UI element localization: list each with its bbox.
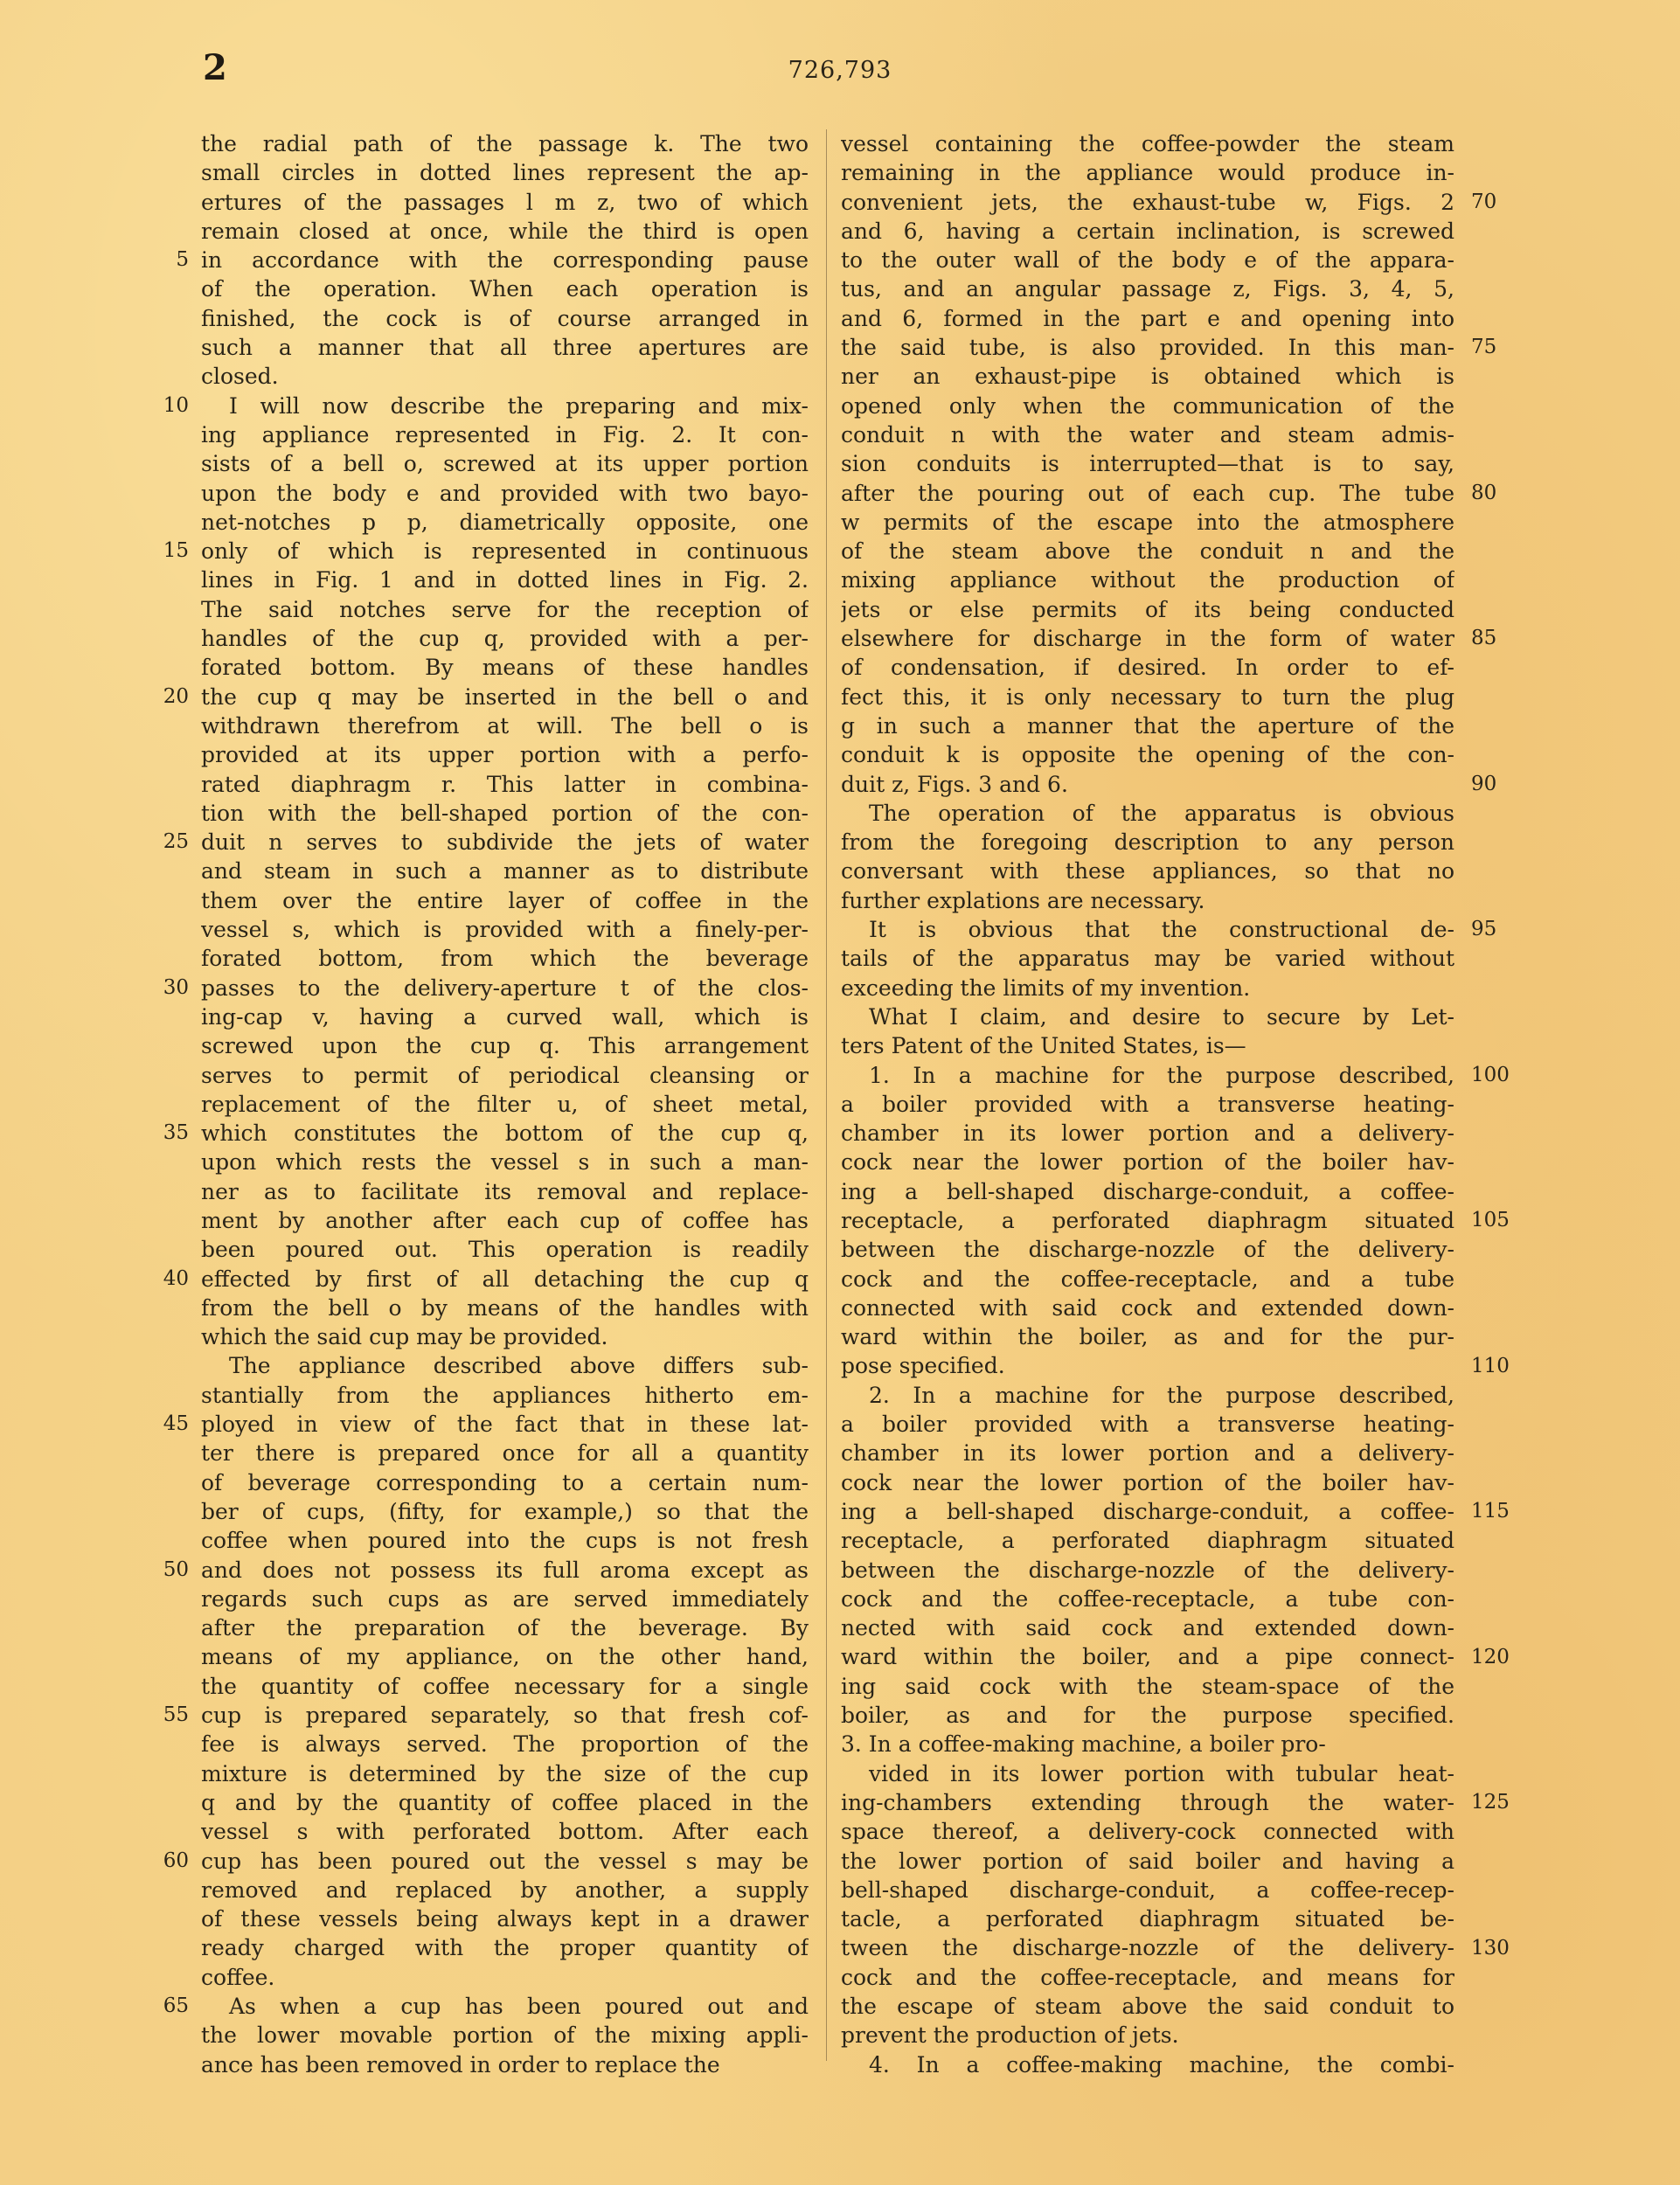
text-line: convenient jets, the exhaust-tube w, Figs. 2 [841,189,1454,215]
text-line: the lower portion of said boiler and having a [841,1848,1454,1874]
text-line: elsewhere for discharge in the form of water [841,626,1454,652]
text-line: ing-chambers extending through the water- [841,1789,1454,1815]
text-line: jets or else permits of its being conducted [841,596,1454,622]
text-line: stantially from the appliances hitherto em- [201,1382,809,1408]
text-line: tails of the apparatus may be varied without [841,946,1454,972]
text-line: ter there is prepared once for all a quantity [201,1440,809,1467]
text-line: and steam in such a manner as to distribute [201,858,809,884]
text-line: passes to the delivery-aperture t of the clos- [201,975,809,1001]
text-line: 4. In a coffee-making machine, the combi- [869,2051,1454,2077]
column-divider [826,129,827,2061]
text-line: ner as to facilitate its removal and replace- [201,1178,809,1204]
text-line: ployed in view of the fact that in these lat- [201,1412,809,1438]
text-line: of condensation, if desired. In order to ef- [841,655,1454,681]
text-line: from the foregoing description to any person [841,829,1454,856]
text-line: of these vessels being always kept in a drawer [201,1906,809,1932]
text-line: What I claim, and desire to secure by Let- [869,1003,1454,1030]
text-line: tween the discharge-nozzle of the delivery- [841,1935,1454,1961]
text-line: the quantity of coffee necessary for a single [201,1673,809,1699]
text-line: cock and the coffee-receptacle, and means for [841,1964,1454,1990]
text-line: tacle, a perforated diaphragm situated be- [841,1906,1454,1932]
text-line: cock near the lower portion of the boiler hav- [841,1469,1454,1495]
text-line: prevent the production of jets. [841,2022,1179,2049]
text-line: receptacle, a perforated diaphragm situated [841,1528,1454,1554]
text-line: which the said cup may be provided. [201,1324,608,1350]
text-line: such a manner that all three apertures are [201,335,809,361]
line-number: 75 [1471,336,1497,359]
text-line: connected with said cock and extended down- [841,1294,1454,1321]
text-line: q and by the quantity of coffee placed in the [201,1789,809,1815]
text-line: ing-cap v, having a curved wall, which is [201,1003,809,1030]
text-line: ward within the boiler, as and for the pur- [841,1324,1454,1350]
line-number: 95 [1471,918,1497,941]
text-line: 3. In a coffee-making machine, a boiler pro- [841,1731,1326,1758]
line-number: 30 [163,975,189,999]
text-line: the cup q may be inserted in the bell o and [201,683,809,710]
text-line: to the outer wall of the body e of the appara- [841,247,1454,274]
text-line: ertures of the passages l m z, two of which [201,189,809,215]
text-line: upon the body e and provided with two bayo- [201,480,809,506]
text-line: handles of the cup q, provided with a per- [201,626,809,652]
text-line: vessel s, which is provided with a finely-per- [201,917,809,943]
text-line: nected with said cock and extended down- [841,1615,1454,1641]
page-number: 2 [203,47,227,88]
text-line: net-notches p p, diametrically opposite, one [201,509,809,535]
patent-number: 726,793 [788,57,892,84]
text-line: a boiler provided with a transverse heating- [841,1412,1454,1438]
text-line: tus, and an angular passage z, Figs. 3, 4, 5, [841,276,1454,302]
text-line: receptacle, a perforated diaphragm situated [841,1207,1454,1233]
text-line: conduit k is opposite the opening of the con- [841,742,1454,768]
text-line: The appliance described above differs sub- [229,1353,809,1379]
text-line: withdrawn therefrom at will. The bell o is [201,712,809,739]
text-line: ment by another after each cup of coffee has [201,1207,809,1233]
text-line: The operation of the apparatus is obvious [869,800,1454,826]
line-number: 35 [163,1121,189,1145]
text-line: between the discharge-nozzle of the delivery- [841,1237,1454,1263]
text-line: of beverage corresponding to a certain num- [201,1469,809,1495]
line-number: 25 [163,830,189,854]
line-number: 15 [163,539,189,563]
text-line: pose specified. [841,1353,1005,1379]
text-line: them over the entire layer of coffee in the [201,887,809,913]
line-number: 50 [163,1557,189,1581]
text-line: conduit n with the water and steam admis- [841,421,1454,447]
line-number: 65 [163,1994,189,2018]
text-line: the said tube, is also provided. In this man- [841,335,1454,361]
text-line: I will now describe the preparing and mix- [229,392,809,419]
text-line: ing a bell-shaped discharge-conduit, a coffee- [841,1498,1454,1524]
text-line: mixture is determined by the size of the cup [201,1760,809,1786]
line-number: 45 [163,1412,189,1436]
line-number: 90 [1471,772,1497,795]
text-line: cock and the coffee-receptacle, a tube con- [841,1585,1454,1612]
text-line: small circles in dotted lines represent the ap- [201,160,809,186]
text-line: mixing appliance without the production of [841,567,1454,593]
text-line: duit n serves to subdivide the jets of water [201,829,809,856]
text-line: ing a bell-shaped discharge-conduit, a coffee- [841,1178,1454,1204]
text-line: boiler, as and for the purpose specified. [841,1703,1454,1729]
line-number: 105 [1471,1209,1510,1232]
text-line: of the operation. When each operation is [201,276,809,302]
text-line: provided at its upper portion with a perfo- [201,742,809,768]
text-line: ing appliance represented in Fig. 2. It con- [201,421,809,447]
text-line: As when a cup has been poured out and [229,1994,809,2019]
line-number: 100 [1471,1063,1510,1086]
text-line: of the steam above the conduit n and the [841,538,1454,565]
text-line: after the preparation of the beverage. By [201,1615,809,1641]
text-line: forated bottom, from which the beverage [201,946,809,972]
text-line: been poured out. This operation is readily [201,1237,809,1263]
text-line: cock and the coffee-receptacle, and a tube [841,1266,1454,1292]
text-line: finished, the cock is of course arranged in [201,305,809,331]
line-number: 120 [1471,1645,1510,1668]
line-number: 125 [1471,1791,1510,1814]
line-number: 70 [1471,190,1497,213]
text-line: the lower movable portion of the mixing appli- [201,2022,809,2049]
text-line: rated diaphragm r. This latter in combina- [201,771,809,797]
text-line: coffee when poured into the cups is not fresh [201,1528,809,1554]
text-line: duit z, Figs. 3 and 6. [841,771,1068,797]
line-number: 130 [1471,1936,1510,1960]
line-number: 10 [163,393,189,417]
text-line: from the bell o by means of the handles with [201,1294,809,1321]
text-line: w permits of the escape into the atmosphere [841,509,1454,535]
text-line: ing said cock with the steam-space of the [841,1673,1454,1699]
text-line: in accordance with the corresponding pause [201,247,809,274]
text-line: vessel containing the coffee-powder the steam [841,131,1454,156]
line-number: 110 [1471,1354,1510,1377]
line-number: 40 [163,1266,189,1290]
line-number: 55 [163,1703,189,1727]
text-line: g in such a manner that the aperture of the [841,712,1454,739]
text-line: and does not possess its full aroma except as [201,1557,809,1583]
line-number: 80 [1471,481,1497,504]
text-line: sion conduits is interrupted—that is to say, [841,451,1454,477]
text-line: ters Patent of the United States, is— [841,1033,1246,1059]
text-line: cup is prepared separately, so that fresh cof- [201,1703,809,1729]
text-line: chamber in its lower portion and a delivery- [841,1120,1454,1147]
text-line: which constitutes the bottom of the cup q, [201,1120,809,1147]
text-line: coffee. [201,1964,275,1990]
text-line: opened only when the communication of the [841,392,1454,419]
text-line: remaining in the appliance would produce in- [841,160,1454,186]
text-line: cup has been poured out the vessel s may be [201,1848,809,1874]
text-line: the escape of steam above the said conduit to [841,1994,1454,2019]
text-line: removed and replaced by another, a supply [201,1876,809,1903]
text-line: 1. In a machine for the purpose described, [869,1062,1454,1088]
text-line: ready charged with the proper quantity of [201,1935,809,1961]
text-line: vided in its lower portion with tubular heat- [869,1760,1454,1786]
text-line: cock near the lower portion of the boiler hav- [841,1149,1454,1176]
line-number: 115 [1471,1500,1510,1523]
text-line: It is obvious that the constructional de- [869,917,1454,943]
text-line: conversant with these appliances, so that no [841,858,1454,884]
text-line: remain closed at once, while the third is open [201,218,809,244]
text-line: closed. [201,364,279,390]
text-line: serves to permit of periodical cleansing or [201,1062,809,1088]
text-line: screwed upon the cup q. This arrangement [201,1033,809,1059]
text-line: the radial path of the passage k. The two [201,131,809,156]
text-line: vessel s with perforated bottom. After each [201,1819,809,1845]
text-line: replacement of the filter u, of sheet metal, [201,1091,809,1117]
line-number: 20 [163,684,189,708]
left-text-column [201,129,809,2079]
text-line: upon which rests the vessel s in such a man- [201,1149,809,1176]
text-line: effected by first of all detaching the cup q [201,1266,809,1292]
text-line: forated bottom. By means of these handles [201,655,809,681]
text-line: only of which is represented in continuous [201,538,809,565]
text-line: tion with the bell-shaped portion of the con- [201,800,809,826]
text-line: and 6, having a certain inclination, is screwed [841,218,1454,244]
text-line: fee is always served. The proportion of the [201,1731,809,1758]
right-text-column [841,129,1454,2079]
text-line: a boiler provided with a transverse heating- [841,1091,1454,1117]
text-line: ance has been removed in order to replace the [201,2051,720,2077]
text-line: ward within the boiler, and a pipe connect- [841,1644,1454,1670]
line-number: 5 [176,248,189,272]
line-number: 60 [163,1849,189,1872]
text-line: ber of cups, (fifty, for example,) so that the [201,1498,809,1524]
text-line: sists of a bell o, screwed at its upper portion [201,451,809,477]
text-line: space thereof, a delivery-cock connected with [841,1819,1454,1845]
text-line: and 6, formed in the part e and opening into [841,305,1454,331]
text-line: bell-shaped discharge-conduit, a coffee-recep- [841,1876,1454,1903]
text-line: means of my appliance, on the other hand, [201,1644,809,1670]
text-line: fect this, it is only necessary to turn the plug [841,683,1454,710]
line-number: 85 [1471,627,1497,650]
text-line: after the pouring out of each cup. The tube [841,480,1454,506]
text-line: further explations are necessary. [841,887,1205,913]
text-line: 2. In a machine for the purpose described, [869,1382,1454,1408]
text-line: between the discharge-nozzle of the delivery- [841,1557,1454,1583]
text-line: ner an exhaust-pipe is obtained which is [841,364,1454,390]
text-line: exceeding the limits of my invention. [841,975,1251,1001]
text-line: regards such cups as are served immediately [201,1585,809,1612]
text-line: lines in Fig. 1 and in dotted lines in Fig. 2. [201,567,809,593]
text-line: chamber in its lower portion and a delivery- [841,1440,1454,1467]
text-line: The said notches serve for the reception of [201,596,809,622]
